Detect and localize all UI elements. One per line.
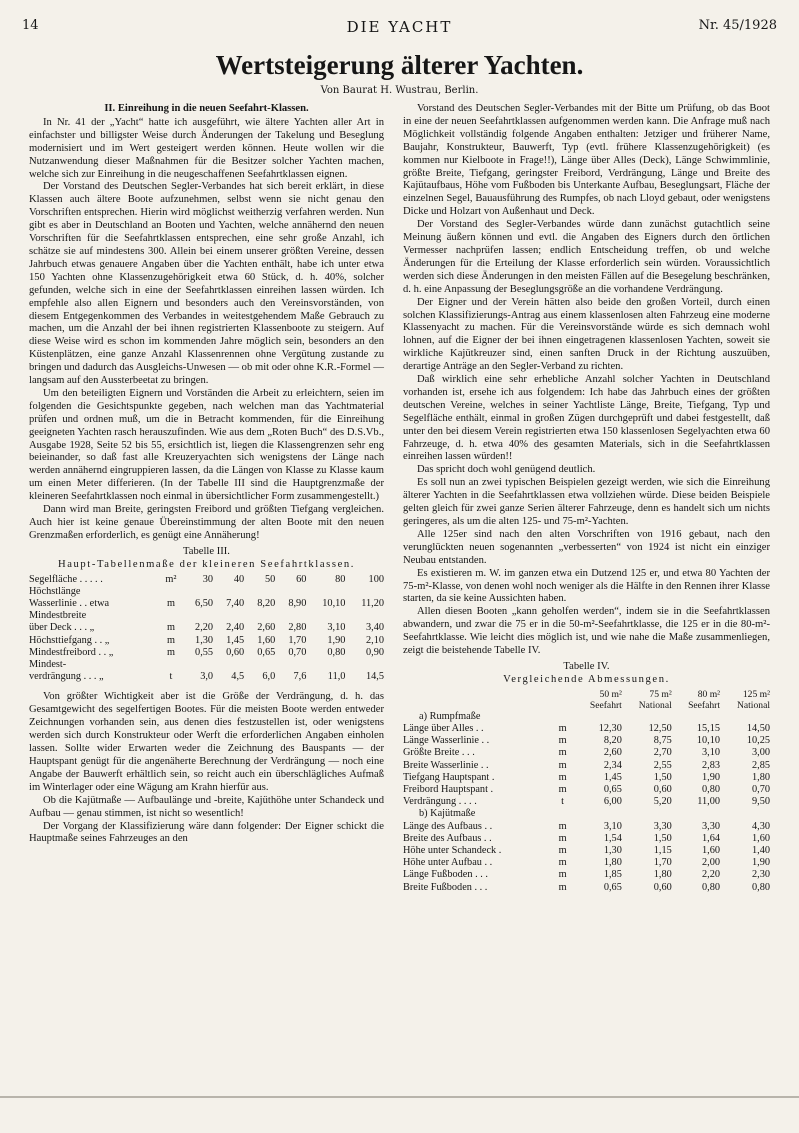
cell: 1,15 [653, 845, 672, 857]
cell: 0,65 [603, 784, 622, 795]
row-unit: m [166, 646, 175, 658]
cell: 1,45 [226, 634, 245, 646]
cell: 30 [202, 573, 214, 585]
cell: 0,80 [702, 784, 721, 795]
cell: 5,20 [653, 796, 672, 808]
row-unit: m [558, 881, 567, 893]
cell: 8,20 [257, 598, 276, 610]
row-unit: t [561, 796, 565, 808]
cell: 1,85 [603, 869, 622, 881]
cell: 3,30 [702, 820, 721, 832]
cell: 7,40 [226, 598, 245, 610]
paragraph: Der Vorstand des Deutschen Segler-Verbandes hat sich bereit erklärt, in diese Klassen auch ältere Boote aufzunehmen, selbst wenn sie nicht genau den Vorschriften entsprechen. Hierin wird möglichst weitherzig verfahren werden. Nun gibt es aber in Deutschland an Booten und Yachten, welche annähernd den neuen Vorschriften für die Seefahrtklassen entsprechen, eine sehr große Anzahl, ich schätze sie auf mindestens 300. Allein bei einem unserer größten Vereine, dessen Jahrbuch etwas genauere Angaben über die Yachten enthält, habe ich unter etwa 150 Yachten ohne Klassenzugehörigkeit etwa 60 Stück, d. h. 40%, solcher gefunden, welche sich in eine der Seefahrtklassen einreihen lassen würden. Ich empfehle also allen Eignern und besonders auch den Vereinsvorständen, von diesem Entgegenkommen des Verbandes in weitestgehendem Maße Gebrauch zu machen, um die Anzahl der bei ihnen registrierten Klassenboote zu steigern. Auf diese Weise wird es schon im kommenden Jahre möglich sein, besonders an den Küstenplätzen, eine ganze Anzahl Klassenrennen ohne Vergütung zustande zu bringen und dadurch das Ausgleichs-Unwesen — ob mit oder ohne K.R.-Formel — langsam auf den Aussterbeetat zu bringen. [29, 181, 384, 387]
table-row [403, 882, 770, 894]
cell: 10,10 [322, 598, 346, 610]
table-row [403, 821, 770, 833]
group-row [403, 711, 770, 723]
cell: 6,0 [262, 671, 276, 683]
row-label: Höchsttiefgang . . „ [29, 634, 110, 646]
cell: 1,30 [603, 845, 622, 857]
cell: 6,00 [603, 796, 622, 808]
row-label: Größte Breite . . . [403, 747, 475, 759]
group-row [403, 808, 770, 820]
column-header: Seefahrt [688, 699, 721, 711]
cell [244, 610, 275, 622]
cell: 40 [233, 573, 245, 585]
row-unit [160, 586, 182, 598]
cell: 3,40 [365, 622, 384, 634]
cell: 1,90 [327, 634, 346, 646]
cell [182, 586, 213, 598]
cell: 2,60 [257, 622, 276, 634]
journal-title: DIE YACHT [346, 18, 453, 36]
row-unit: m [166, 634, 175, 646]
table4 [403, 689, 770, 894]
row-label: Länge Fußboden . . . [403, 869, 488, 881]
cell: 2,80 [288, 622, 307, 634]
header-row [403, 689, 770, 700]
cell: 2,83 [702, 759, 721, 771]
row-unit: m [558, 771, 567, 783]
paragraph: Von größter Wichtigkeit aber ist die Größe der Verdrängung, d. h. das Gesamtgewicht des segelfertigen Bootes. Für die meisten Boote werden entweder Zeichnungen vorhanden sein, aus denen dies festzustellen ist, oder wenigstens werden sich durch Konstrukteur oder Werft die erforderlichen Angaben einholen lassen. Sollte wider Erwarten weder die Zeichnung des Bauspants — der Hauptspant genügt für die angenäherte Berechnung der Verdrängung — noch eine Angabe der Bauwerft erhältlich sein, so reicht auch ein überschlägliches Aufmaß im Winterlager oder eine Wägung am Krahn hierfür aus. [29, 691, 384, 793]
bottom-rule [0, 1096, 799, 1098]
left-column [29, 103, 384, 846]
row-unit: m [558, 857, 567, 869]
cell [345, 659, 384, 671]
cell: 12,50 [648, 722, 672, 734]
article-author: Von Baurat H. Wustrau, Berlin. [320, 85, 479, 96]
cell: 2,00 [702, 857, 721, 869]
issue-number: Nr. 45/1928 [698, 18, 777, 33]
paragraph: Der Vorgang der Klassifizierung wäre dann folgender: Der Eigner schickt die Hauptmaße seines Fahrzeuges an den [29, 820, 384, 845]
row-label: Höhe unter Schandeck . [403, 845, 502, 857]
table3-title: Tabelle III. [183, 545, 230, 557]
paragraph: Ob die Kajütmaße — Aufbaulänge und -breite, Kajüthöhe unter Schandeck und Aufbau — genau stimmen, ist nicht so wesentlich! [29, 794, 384, 819]
cell [182, 610, 213, 622]
cell: 1,70 [288, 634, 307, 646]
cell: 1,90 [751, 857, 770, 869]
cell: 14,50 [746, 722, 770, 734]
row-label: Länge über Alles . . [403, 722, 484, 734]
table-row [403, 869, 770, 881]
cell: 9,50 [751, 796, 770, 808]
cell [306, 586, 345, 598]
cell [182, 659, 213, 671]
column-header: National [736, 699, 770, 711]
table-row [29, 647, 384, 659]
group-heading: b) Kajütmaße [419, 808, 476, 820]
cell: 0,55 [195, 646, 214, 658]
row-label: Höchstlänge [29, 585, 81, 597]
cell: 1,54 [603, 832, 622, 844]
row-label: Mindestfreibord . . „ [29, 646, 114, 658]
cell [306, 610, 345, 622]
cell: 1,80 [603, 857, 622, 869]
table-row [29, 659, 384, 671]
table-row [29, 635, 384, 647]
paragraph: Allen diesen Booten „kann geholfen werden“, indem sie in die Seefahrtklassen abwandern, und zwar die 75 er in die 50-m²-Seefahrtklasse, die 125 er in die 80-m²-Seefahrtklasse. Wie leicht dies möglich ist, und wie nahe die Maße zusammenliegen, zeigt die beistehende Tabelle IV. [403, 606, 770, 657]
page-number: 14 [22, 18, 39, 33]
cell: 2,60 [603, 747, 622, 759]
group-heading: a) Rumpfmaße [419, 710, 481, 722]
cell [345, 586, 384, 598]
row-unit: m [558, 820, 567, 832]
row-unit: m [166, 598, 175, 610]
paragraph: Der Vorstand des Segler-Verbandes würde dann zunächst gutachtlich seine Meinung äußern können und evtl. die Angaben des Eigners durch den örtlichen Vermesser nachprüfen lassen; endlich Entscheidung treffen, ob und welche Änderungen für die Erteilung der Klasse erforderlich sein würden. Voraussichtlich werden sich diese Änderungen in den meisten Fällen auf die Besegelung beschränken, d. h. eine Anpassung der Beseglungsgröße an die vorhandene Verdrängung. [403, 219, 770, 295]
column-header: National [638, 699, 672, 711]
cell: 0,90 [365, 646, 384, 658]
running-head [22, 18, 777, 38]
paragraph: Der Eigner und der Verein hätten also beide den großen Vorteil, durch einen solchen Klassifizierungs-Antrag aus einem klassenlosen alten Fahrzeug eine moderne Klassenyacht zu machen. Für die Vereinsvorstände würde es sich demnach wohl lohnen, auf die Eigner der bei ihnen eingetragenen klassenlosen Yachten, soweit sie wirkliche Kajütkreuzer sind, einen sanften Druck in der Richtung auszuüben, derartige Anträge an den Segler-Verband zu richten. [403, 296, 770, 373]
cell [306, 659, 345, 671]
cell: 2,20 [195, 622, 214, 634]
table-row [403, 845, 770, 857]
cell [275, 610, 306, 622]
cell: 1,70 [653, 857, 672, 869]
table-row [403, 796, 770, 808]
cell: 4,30 [751, 820, 770, 832]
column-header: 50 m² [599, 688, 622, 700]
table-row [403, 747, 770, 759]
row-label: Verdrängung . . . . [403, 796, 477, 808]
cell: 0,60 [653, 784, 672, 795]
table-row [29, 622, 384, 634]
cell: 1,80 [653, 869, 672, 881]
row-unit: m [558, 747, 567, 759]
row-unit: m [558, 759, 567, 771]
cell: 0,80 [751, 881, 770, 893]
row-label: Höhe unter Aufbau . . [403, 857, 493, 869]
table-row [29, 574, 384, 586]
header-row [403, 700, 770, 711]
row-label: Breite Wasserlinie . . [403, 759, 489, 771]
article-title: Wertsteigerung älterer Yachten. [215, 50, 584, 80]
row-label: Breite des Aufbaus . . [403, 832, 492, 844]
cell: 1,45 [603, 771, 622, 783]
cell: 3,10 [327, 622, 346, 634]
cell: 1,40 [751, 845, 770, 857]
section-heading: II. Einreihung in die neuen Seefahrt-Klassen. [104, 103, 309, 114]
table-row [403, 833, 770, 845]
table-row [29, 598, 384, 610]
cell: 2,30 [751, 869, 770, 881]
row-unit [160, 659, 182, 671]
cell: 2,55 [653, 759, 672, 771]
row-label: Wasserlinie . . etwa [29, 598, 110, 610]
cell: 1,80 [751, 771, 770, 783]
paragraph: Vorstand des Deutschen Segler-Verbandes mit der Bitte um Prüfung, ob das Boot in eine der neuen Seefahrtklassen aufgenommen werden kann. Die Anfrage muß nach Möglichkeit vollständig folgende Angaben enthalten: Jetziger und früherer Name, Baujahr, Konstrukteur, Bauwerft, Typ (evtl. frühere Klassenzugehörigkeit) (es kommen nur Kielboote in Frage!!), Länge über Alles (Deck), Länge Schwimmlinie, größte Breite, Tiefgang, geringster Freibord, Verdrängung, Länge und Breite des Kajütaufbaus, Höhe vom Fußboden bis Unterkante Aufbau, Beseglungsart, Fläche der einzelnen Segel, Bauausführung des Rumpfes, ob nach Lloyd gebaut, oder wenigstens Dicke und Holzart von Außenhaut und Deck. [403, 103, 770, 218]
cell: 3,00 [751, 747, 770, 759]
cell: 3,10 [603, 820, 622, 832]
cell: 4,5 [231, 671, 245, 683]
cell: 10,10 [696, 735, 721, 747]
row-unit [160, 610, 182, 622]
cell [244, 659, 275, 671]
table-row [403, 760, 770, 772]
table-row [403, 735, 770, 747]
paragraph: Um den beteiligten Eignern und Vorständen die Arbeit zu erleichtern, seien im folgenden die Gesichtspunkte gegeben, nach welchen man das Yachtmaterial prüfen und ordnen muß, um die in Betracht kommenden, für die Einreihung geeigneten Yachten rasch herauszufinden. Wie aus dem „Roten Buch“ des D.S.Vb., Ausgabe 1928, Seite 52 bis 55, ersichtlich ist, liegen die Klassengrenzen sehr eng beieinander, so daß fast alle Kreuzeryachten sich wenigstens der Länge nach werden annähernd eingruppieren lassen, da die Längen von Klasse zu Klasse kaum um einen Meter differieren. (In der Tabelle III sind die Hauptgrenzmaße der kleineren Seefahrtklassen noch einmal in übersichtlicher Form zusammengestellt.) [29, 387, 384, 503]
table-row [403, 857, 770, 869]
cell: 0,60 [653, 881, 672, 893]
row-unit: m [558, 845, 567, 857]
cell: 1,50 [653, 832, 672, 844]
cell: 0,80 [327, 646, 346, 658]
cell: 10,25 [746, 735, 770, 747]
row-unit: m [558, 722, 567, 734]
cell: 50 [264, 573, 276, 585]
paragraph: Es soll nun an zwei typischen Beispielen gezeigt werden, wie sich die Einreihung älterer Yachten in die Seefahrtklassen etwa vollziehen würde. Diese beiden Beispiele gelten gleich für zwei ganze Serien älterer Fahrzeuge, denn es handelt sich um nichts geringeres, als um die alten 125- und 75-m²-Yachten. [403, 477, 770, 527]
row-label: verdrängung . . . „ [29, 671, 104, 683]
cell: 6,50 [195, 598, 214, 610]
cell: 2,85 [751, 759, 770, 771]
table-row [29, 610, 384, 622]
row-label: über Deck . . . „ [29, 622, 95, 634]
row-unit: m² [165, 573, 177, 585]
cell [213, 610, 244, 622]
column-header: 75 m² [649, 688, 672, 700]
cell: 2,20 [702, 869, 721, 881]
cell: 11,00 [697, 796, 721, 808]
table-row [29, 586, 384, 598]
cell: 14,5 [365, 671, 384, 683]
cell [275, 659, 306, 671]
row-label: Mindestbreite [29, 610, 87, 622]
cell: 0,80 [702, 881, 721, 893]
paragraph: Alle 125er sind nach den alten Vorschriften von 1916 gebaut, nach den verunglückten neuen sogenannten „verbesserten“ von 1924 ist nicht ein einziger Neubau entstanden. [403, 528, 770, 566]
row-unit: m [558, 832, 567, 844]
cell: 1,60 [751, 832, 770, 844]
row-label: Segelfläche . . . . . [29, 573, 103, 585]
paragraph: Es existieren m. W. im ganzen etwa ein Dutzend 125 er, und etwa 80 Yachten der 75-m²-Klasse, von denen wohl noch weniger als die Hälfte in den Rennen ihrer Klasse starten, da sie keine Aussichten haben. [403, 567, 770, 605]
cell: 1,50 [653, 771, 672, 783]
cell: 0,70 [751, 784, 770, 795]
cell: 2,34 [603, 759, 622, 771]
cell [213, 586, 244, 598]
cell: 2,40 [226, 622, 245, 634]
table-row [403, 784, 770, 796]
cell: 8,75 [653, 735, 672, 747]
paragraph: In Nr. 41 der „Yacht“ hatte ich ausgeführt, wie ältere Yachten aller Art in einfachster und billigster Weise durch Änderungen der Takelung und Beseglung modernisiert und im Wert gesteigert werden können. Heute wollen wir die Nutzanwendung dieser Maßnahmen für die Besitzer solcher Yachten machen, welche sich zur Einreihung in die neugeschaffenen Seefahrtklassen eignen. [29, 116, 384, 180]
cell: 0,60 [226, 646, 245, 658]
row-unit: m [558, 735, 567, 747]
cell: 3,30 [653, 820, 672, 832]
table-row [403, 772, 770, 784]
cell: 0,70 [288, 646, 307, 658]
cell: 60 [296, 573, 307, 585]
cell: 0,65 [603, 881, 622, 893]
cell: 2,70 [653, 747, 672, 759]
row-label: Mindest- [29, 659, 67, 671]
cell: 80 [335, 573, 346, 585]
cell: 1,60 [702, 845, 721, 857]
row-label: Tiefgang Hauptspant . [403, 771, 495, 783]
cell: 1,64 [702, 832, 721, 844]
paragraph: Dann wird man Breite, geringsten Freibord und größten Tiefgang vergleichen. Auch hier ist keine genaue Übereinstimmung der alten Boote mit den neuen Grenzmaßen erforderlich, es genügt eine Annäherung! [29, 504, 384, 541]
cell: 11,0 [327, 671, 346, 683]
table4-subtitle: Vergleichende Abmessungen. [503, 673, 670, 685]
right-column [403, 103, 770, 894]
cell: 8,90 [288, 598, 307, 610]
cell: 7,6 [293, 671, 307, 683]
cell: 8,20 [603, 735, 622, 747]
cell [345, 610, 384, 622]
column-header: 125 m² [742, 688, 770, 700]
cell: 2,10 [365, 634, 384, 646]
row-label: Länge Wasserlinie . . [403, 735, 490, 747]
row-unit: m [558, 869, 567, 881]
table3-subtitle: Haupt-Tabellenmaße der kleineren Seefahrtklassen. [57, 558, 356, 570]
paragraph: Daß wirklich eine sehr erhebliche Anzahl solcher Yachten in Deutschland vorhanden ist, ersehe ich aus folgendem: Ich habe das Jahrbuch eines der größten deutschen Vereine, welches in seiner Yachtliste Länge, Breite, Tiefgang, Typ und Segelfläche enthält, einmal in großen Zügen durchgeprüft und dabei festgestellt, daß unter den bei diesem Verein registrierten etwa 150 klassenlosen Segelyachten etwa 60 Fahrzeuge, d. h. etwa 40% des gesamten Materials, sich in die Seefahrtklassen einreihen lassen würden!! [403, 374, 770, 463]
cell: 100 [368, 573, 384, 585]
table3 [29, 574, 384, 684]
cell: 3,10 [702, 747, 721, 759]
cell [213, 659, 244, 671]
cell: 1,90 [702, 771, 721, 783]
column-header: Seefahrt [589, 699, 622, 711]
table-row [29, 671, 384, 683]
cell: 1,60 [257, 634, 276, 646]
row-label: Freibord Hauptspant . [403, 784, 494, 795]
table4-title: Tabelle IV. [563, 660, 610, 672]
cell: 12,30 [598, 722, 622, 734]
row-label: Breite Fußboden . . . [403, 881, 488, 893]
cell: 15,15 [696, 722, 721, 734]
row-label: Länge des Aufbaus . . [403, 820, 493, 832]
table-row [403, 723, 770, 735]
row-unit: t [169, 671, 173, 683]
cell: 3,0 [200, 671, 214, 683]
left-paragraphs [29, 117, 384, 543]
paragraph: Das spricht doch wohl genügend deutlich. [417, 464, 596, 476]
cell [244, 586, 275, 598]
right-paragraphs [403, 103, 770, 658]
row-unit: m [558, 784, 567, 795]
left-paragraphs-after [29, 691, 384, 846]
cell: 11,20 [361, 598, 384, 610]
cell [275, 586, 306, 598]
row-unit: m [166, 622, 175, 634]
cell: 0,65 [257, 646, 276, 658]
cell: 1,30 [195, 634, 214, 646]
column-header: 80 m² [697, 688, 721, 700]
